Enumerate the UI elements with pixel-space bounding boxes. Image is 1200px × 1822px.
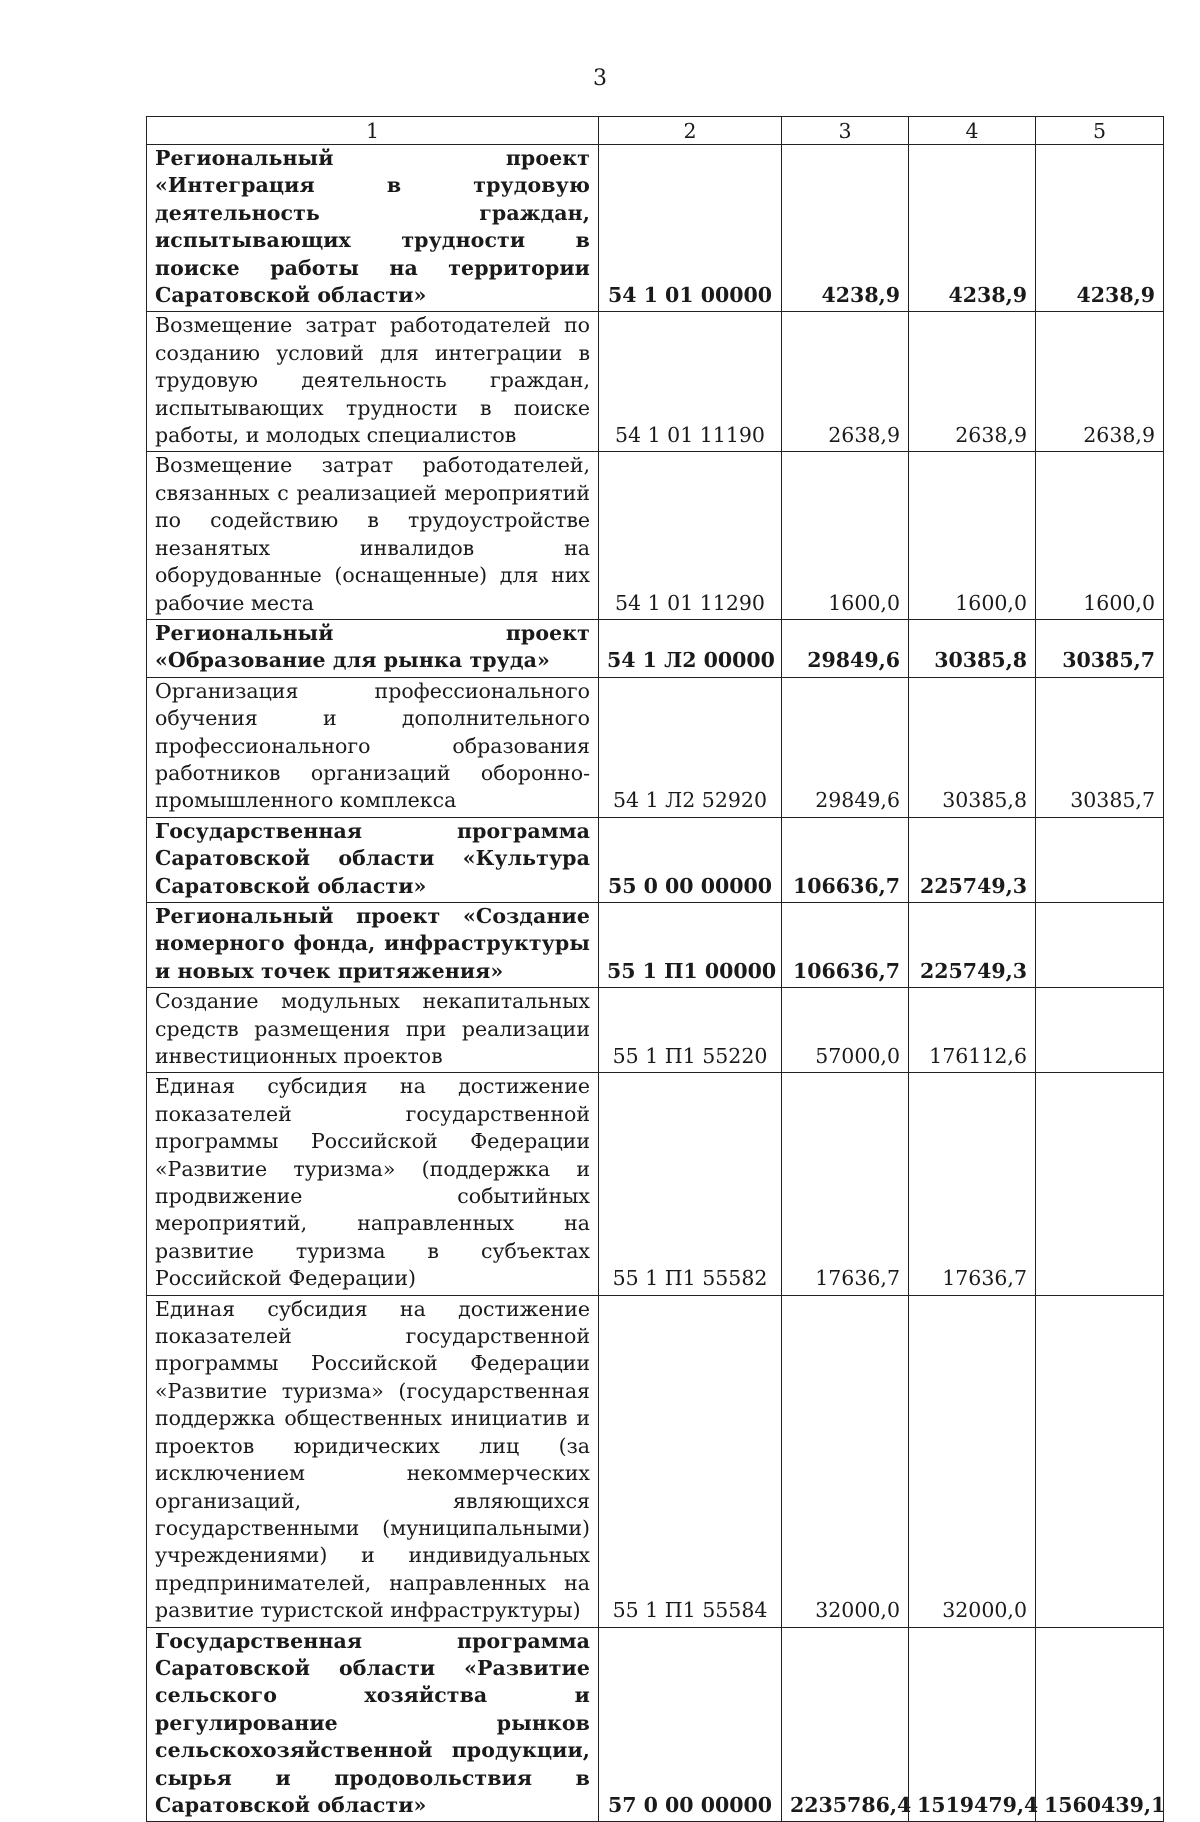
row-value-5 (1036, 1295, 1164, 1627)
row-value-3: 57000,0 (782, 988, 909, 1073)
header-col-4: 4 (909, 117, 1036, 145)
row-code: 57 0 00 00000 (599, 1627, 782, 1822)
row-value-4: 4238,9 (909, 145, 1036, 312)
row-name: Возмещение затрат работодателей по созданию условий для интеграции в трудовую деятельность граждан, испытывающих трудности в поиске работы, и молодых специалистов (147, 312, 599, 452)
row-value-5: 1560439,1 (1036, 1627, 1164, 1822)
row-name: Государственная программа Саратовской области «Развитие сельского хозяйства и регулирование рынков сельскохозяйственной продукции, сырья и продовольствия в Саратовской области» (147, 1627, 599, 1822)
row-code: 54 1 Л2 00000 (599, 619, 782, 677)
row-name: Создание модульных некапитальных средств размещения при реализации инвестиционных проектов (147, 988, 599, 1073)
row-value-5: 4238,9 (1036, 145, 1164, 312)
row-value-5: 2638,9 (1036, 312, 1164, 452)
row-name: Региональный проект «Образование для рынка труда» (147, 619, 599, 677)
table-row (147, 619, 1164, 677)
row-value-4: 30385,8 (909, 677, 1036, 817)
row-value-5 (1036, 988, 1164, 1073)
row-value-5 (1036, 902, 1164, 987)
row-value-5 (1036, 817, 1164, 902)
header-col-1: 1 (147, 117, 599, 145)
row-name: Единая субсидия на достижение показателей государственной программы Российской Федерации «Развитие туризма» (поддержка и продвижение событийных мероприятий, направленных на развитие туризма в субъектах Российской Федерации) (147, 1073, 599, 1295)
header-col-5: 5 (1036, 117, 1164, 145)
header-col-2: 2 (599, 117, 782, 145)
row-value-5 (1036, 1073, 1164, 1295)
row-value-5: 30385,7 (1036, 677, 1164, 817)
row-value-4: 225749,3 (909, 817, 1036, 902)
budget-table (146, 116, 1164, 1822)
row-value-3: 4238,9 (782, 145, 909, 312)
table-row (147, 677, 1164, 817)
row-value-4: 2638,9 (909, 312, 1036, 452)
table-row (147, 145, 1164, 312)
page-number: 3 (593, 66, 607, 91)
row-value-3: 2235786,4 (782, 1627, 909, 1822)
row-value-4: 1519479,4 (909, 1627, 1036, 1822)
table-body (147, 145, 1164, 1822)
row-code: 55 1 П1 00000 (599, 902, 782, 987)
row-value-4: 17636,7 (909, 1073, 1036, 1295)
row-name: Региональный проект «Интеграция в трудовую деятельность граждан, испытывающих трудности в поиске работы на территории Саратовской области» (147, 145, 599, 312)
row-value-4: 1600,0 (909, 452, 1036, 619)
row-code: 55 1 П1 55220 (599, 988, 782, 1073)
row-code: 55 1 П1 55582 (599, 1073, 782, 1295)
row-name: Организация профессионального обучения и дополнительного профессионального образования работников организаций оборонно-промышленного комплекса (147, 677, 599, 817)
row-name: Единая субсидия на достижение показателей государственной программы Российской Федерации «Развитие туризма» (государственная поддержка общественных инициатив и проектов юридических лиц (за исключением некоммерческих организаций, являющихся государственными (муниципальными) учреждениями) и индивидуальных предпринимателей, направленных на развитие туристской инфраструктуры) (147, 1295, 599, 1627)
table-row (147, 817, 1164, 902)
row-value-3: 2638,9 (782, 312, 909, 452)
row-code: 54 1 01 11290 (599, 452, 782, 619)
row-value-3: 106636,7 (782, 902, 909, 987)
table-row (147, 988, 1164, 1073)
header-col-3: 3 (782, 117, 909, 145)
row-value-4: 30385,8 (909, 619, 1036, 677)
row-value-4: 32000,0 (909, 1295, 1036, 1627)
row-value-3: 17636,7 (782, 1073, 909, 1295)
row-value-3: 32000,0 (782, 1295, 909, 1627)
row-code: 54 1 01 00000 (599, 145, 782, 312)
table-row (147, 452, 1164, 619)
row-value-3: 106636,7 (782, 817, 909, 902)
row-value-3: 1600,0 (782, 452, 909, 619)
row-code: 54 1 01 11190 (599, 312, 782, 452)
row-value-5: 30385,7 (1036, 619, 1164, 677)
header-row (147, 117, 1164, 145)
table-row (147, 1627, 1164, 1822)
row-value-4: 176112,6 (909, 988, 1036, 1073)
table-row (147, 312, 1164, 452)
table-row (147, 902, 1164, 987)
row-value-4: 225749,3 (909, 902, 1036, 987)
row-value-3: 29849,6 (782, 619, 909, 677)
row-value-3: 29849,6 (782, 677, 909, 817)
row-code: 55 0 00 00000 (599, 817, 782, 902)
row-code: 54 1 Л2 52920 (599, 677, 782, 817)
table-row (147, 1295, 1164, 1627)
table-row (147, 1073, 1164, 1295)
row-name: Государственная программа Саратовской области «Культура Саратовской области» (147, 817, 599, 902)
row-value-5: 1600,0 (1036, 452, 1164, 619)
row-name: Возмещение затрат работодателей, связанных с реализацией мероприятий по содействию в трудоустройстве незанятых инвалидов на оборудованные (оснащенные) для них рабочие места (147, 452, 599, 619)
row-code: 55 1 П1 55584 (599, 1295, 782, 1627)
row-name: Региональный проект «Создание номерного фонда, инфраструктуры и новых точек притяжения» (147, 902, 599, 987)
